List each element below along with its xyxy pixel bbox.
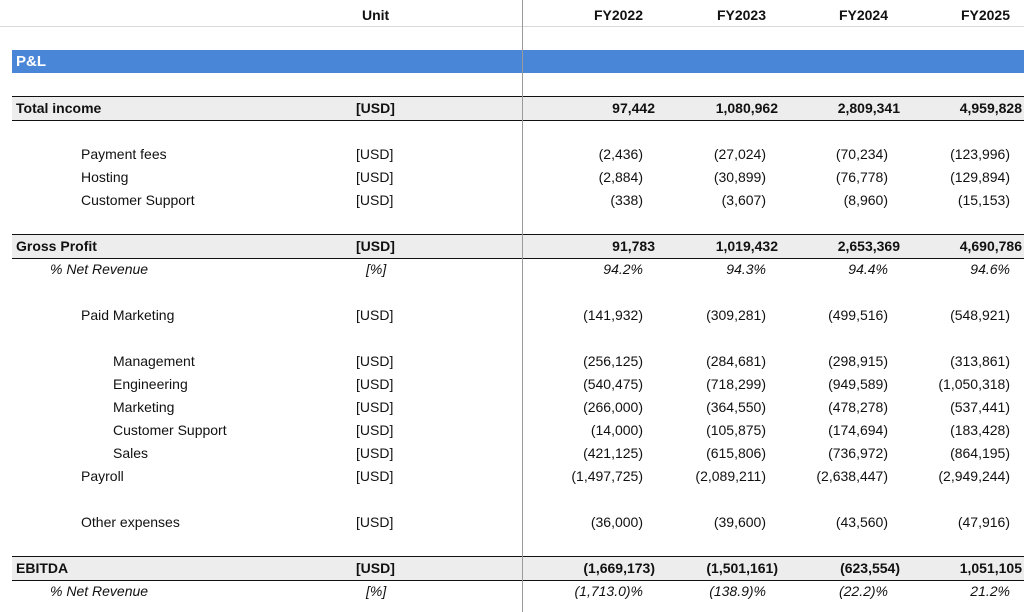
value-fy2025[interactable]: (548,921)	[950, 307, 1010, 323]
row-unit: [USD]	[356, 238, 395, 254]
row-label: Sales	[113, 445, 149, 461]
row-unit: [USD]	[356, 376, 394, 392]
value-fy2022[interactable]: (256,125)	[583, 353, 643, 369]
value-fy2023[interactable]: (30,899)	[713, 169, 766, 185]
row-label: Total income	[16, 100, 102, 116]
value-fy2023[interactable]: (615,806)	[706, 445, 766, 461]
row-unit: [USD]	[356, 307, 394, 323]
value-fy2025[interactable]: 1,051,105	[959, 560, 1022, 576]
value-fy2022[interactable]: 94.2%	[603, 261, 643, 277]
row-label: Customer Support	[113, 422, 227, 438]
year-header-fy2025[interactable]: FY2025	[960, 7, 1010, 23]
frozen-pane-divider[interactable]	[522, 0, 523, 612]
row-unit: [%]	[366, 583, 387, 599]
year-header-fy2024[interactable]: FY2024	[838, 7, 888, 23]
value-fy2024[interactable]: (8,960)	[843, 192, 888, 208]
value-fy2023[interactable]: (105,875)	[706, 422, 766, 438]
row-unit: [USD]	[356, 399, 394, 415]
row-unit: [USD]	[356, 100, 395, 116]
gross-profit-row[interactable]	[12, 234, 1024, 259]
value-fy2023[interactable]: 1,019,432	[715, 238, 778, 254]
value-fy2022[interactable]: (1,713.0)%	[574, 583, 643, 599]
value-fy2024[interactable]: (174,694)	[828, 422, 888, 438]
unit-column-header[interactable]: Unit	[362, 7, 390, 23]
value-fy2024[interactable]: 2,809,341	[837, 100, 900, 116]
value-fy2024[interactable]: (2,638,447)	[816, 468, 888, 484]
value-fy2025[interactable]: (183,428)	[950, 422, 1010, 438]
other-expenses-row[interactable]	[0, 511, 1024, 534]
value-fy2024[interactable]: (76,778)	[835, 169, 888, 185]
row-unit: [USD]	[356, 353, 394, 369]
value-fy2025[interactable]: 21.2%	[970, 583, 1010, 599]
value-fy2023[interactable]: (138.9)%	[709, 583, 766, 599]
value-fy2024[interactable]: (298,915)	[828, 353, 888, 369]
row-unit: [USD]	[356, 468, 394, 484]
row-label: % Net Revenue	[50, 583, 149, 599]
engineering-row[interactable]	[0, 373, 1024, 396]
row-label: Gross Profit	[16, 238, 97, 254]
value-fy2025[interactable]: (15,153)	[957, 192, 1010, 208]
customer-support-cogs-row[interactable]	[0, 189, 1024, 212]
row-unit: [USD]	[356, 560, 395, 576]
value-fy2022[interactable]: (14,000)	[590, 422, 643, 438]
value-fy2024[interactable]: (70,234)	[835, 146, 888, 162]
value-fy2024[interactable]: (22.2)%	[838, 583, 888, 599]
header-row	[0, 4, 1024, 27]
value-fy2024[interactable]: (736,972)	[828, 445, 888, 461]
value-fy2022[interactable]: 97,442	[612, 100, 655, 116]
customer-support-payroll-row[interactable]	[0, 419, 1024, 442]
value-fy2022[interactable]: (141,932)	[583, 307, 643, 323]
value-fy2023[interactable]: 94.3%	[726, 261, 766, 277]
row-label: % Net Revenue	[50, 261, 149, 277]
row-unit: [USD]	[356, 169, 394, 185]
paid-marketing-row[interactable]	[0, 304, 1024, 327]
value-fy2022[interactable]: (1,669,173)	[583, 560, 655, 576]
value-fy2023[interactable]: (39,600)	[713, 514, 766, 530]
value-fy2025[interactable]: 94.6%	[970, 261, 1010, 277]
payroll-row[interactable]	[0, 465, 1024, 488]
value-fy2025[interactable]: (313,861)	[950, 353, 1010, 369]
value-fy2025[interactable]: (129,894)	[950, 169, 1010, 185]
value-fy2022[interactable]: (36,000)	[590, 514, 643, 530]
row-unit: [%]	[366, 261, 387, 277]
value-fy2025[interactable]: 4,959,828	[959, 100, 1022, 116]
row-label: Management	[113, 353, 195, 369]
row-label: Payment fees	[81, 146, 167, 162]
row-label: Customer Support	[81, 192, 195, 208]
row-label: Engineering	[113, 376, 188, 392]
sales-row[interactable]	[0, 442, 1024, 465]
value-fy2022[interactable]: (266,000)	[583, 399, 643, 415]
value-fy2024[interactable]: 2,653,369	[837, 238, 900, 254]
value-fy2023[interactable]: (364,550)	[706, 399, 766, 415]
row-unit: [USD]	[356, 192, 394, 208]
value-fy2024[interactable]: (43,560)	[835, 514, 888, 530]
value-fy2024[interactable]: (478,278)	[828, 399, 888, 415]
total-income-row[interactable]	[12, 96, 1024, 121]
value-fy2025[interactable]: (537,441)	[950, 399, 1010, 415]
value-fy2022[interactable]: (1,497,725)	[571, 468, 643, 484]
row-label: Marketing	[113, 399, 175, 415]
ebitda-row[interactable]	[12, 556, 1024, 581]
value-fy2025[interactable]: 4,690,786	[959, 238, 1022, 254]
value-fy2023[interactable]: (718,299)	[706, 376, 766, 392]
value-fy2023[interactable]: (284,681)	[706, 353, 766, 369]
row-label: Payroll	[81, 468, 124, 484]
value-fy2022[interactable]: (540,475)	[583, 376, 643, 392]
year-header-fy2023[interactable]: FY2023	[716, 7, 766, 23]
value-fy2025[interactable]: (864,195)	[950, 445, 1010, 461]
value-fy2023[interactable]: (1,501,161)	[706, 560, 778, 576]
value-fy2023[interactable]: (2,089,211)	[695, 468, 766, 484]
value-fy2023[interactable]: (27,024)	[713, 146, 766, 162]
value-fy2023[interactable]: 1,080,962	[715, 100, 778, 116]
year-header-fy2022[interactable]: FY2022	[593, 7, 643, 23]
value-fy2022[interactable]: (421,125)	[583, 445, 643, 461]
payment-fees-row[interactable]	[0, 143, 1024, 166]
value-fy2024[interactable]: (499,516)	[828, 307, 888, 323]
row-unit: [USD]	[356, 514, 394, 530]
value-fy2025[interactable]: (2,949,244)	[938, 468, 1010, 484]
section-title: P&L	[16, 53, 46, 70]
row-unit: [USD]	[356, 445, 394, 461]
value-fy2022[interactable]: (338)	[610, 192, 643, 208]
row-label: EBITDA	[16, 560, 69, 576]
value-fy2023[interactable]: (309,281)	[706, 307, 766, 323]
value-fy2022[interactable]: 91,783	[612, 238, 655, 254]
value-fy2022[interactable]: (2,436)	[598, 146, 643, 162]
section-header-bar[interactable]	[12, 50, 1024, 73]
value-fy2024[interactable]: (949,589)	[828, 376, 888, 392]
value-fy2023[interactable]: (3,607)	[721, 192, 766, 208]
value-fy2025[interactable]: (123,996)	[950, 146, 1010, 162]
hosting-row[interactable]	[0, 166, 1024, 189]
gross-margin-row[interactable]	[0, 258, 1024, 281]
marketing-row[interactable]	[0, 396, 1024, 419]
value-fy2022[interactable]: (2,884)	[598, 169, 643, 185]
management-row[interactable]	[0, 350, 1024, 373]
row-unit: [USD]	[356, 146, 394, 162]
ebitda-margin-row[interactable]	[0, 580, 1024, 603]
row-label: Other expenses	[81, 514, 180, 530]
value-fy2024[interactable]: (623,554)	[840, 560, 900, 576]
row-label: Paid Marketing	[81, 307, 175, 323]
value-fy2025[interactable]: (1,050,318)	[938, 376, 1010, 392]
value-fy2024[interactable]: 94.4%	[848, 261, 888, 277]
row-unit: [USD]	[356, 422, 394, 438]
value-fy2025[interactable]: (47,916)	[957, 514, 1010, 530]
row-label: Hosting	[81, 169, 129, 185]
